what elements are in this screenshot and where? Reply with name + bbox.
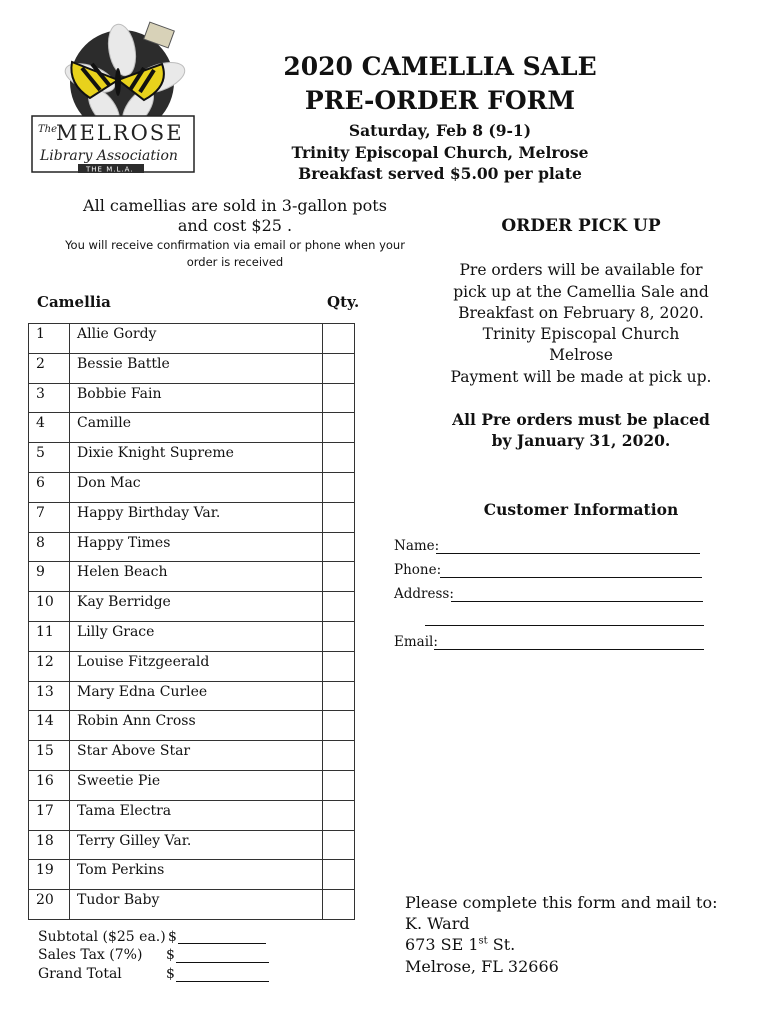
sales-tax-field[interactable] (176, 962, 269, 963)
mail-street-ordinal: st (478, 935, 488, 947)
mail-instructions: Please complete this form and mail to: (405, 893, 718, 912)
logo-subtitle-text: Library Association (40, 148, 178, 164)
table-row (29, 383, 355, 413)
event-breakfast: Breakfast served $5.00 per plate (298, 164, 582, 183)
table-row (29, 502, 355, 532)
page-title-line2: PRE-ORDER FORM (304, 86, 576, 115)
table-row (29, 800, 355, 830)
row-number: 15 (29, 741, 70, 771)
camellia-name: Don Mac (70, 472, 323, 502)
deadline-line1: All Pre orders must be placed (452, 410, 710, 429)
event-venue: Trinity Episcopal Church, Melrose (291, 143, 589, 162)
row-number: 4 (29, 413, 70, 443)
table-row (29, 860, 355, 890)
camellia-name: Robin Ann Cross (70, 711, 323, 741)
grand-total-currency: $ (166, 966, 175, 982)
qty-input-cell[interactable] (323, 800, 355, 830)
sales-tax-label: Sales Tax (7%) (38, 947, 143, 963)
mail-recipient: K. Ward (405, 914, 470, 933)
qty-input-cell[interactable] (323, 621, 355, 651)
row-number: 2 (29, 353, 70, 383)
address-field-line1[interactable] (451, 601, 703, 602)
pickup-line3: Breakfast on February 8, 2020. (458, 304, 704, 322)
table-row (29, 353, 355, 383)
name-field[interactable] (436, 553, 700, 554)
camellia-name: Louise Fitzgeerald (70, 651, 323, 681)
intro-line1: All camellias are sold in 3-gallon pots (83, 196, 387, 215)
table-row (29, 472, 355, 502)
row-number: 14 (29, 711, 70, 741)
row-number: 8 (29, 532, 70, 562)
qty-input-cell[interactable] (323, 472, 355, 502)
email-label: Email: (394, 634, 438, 650)
row-number: 10 (29, 592, 70, 622)
qty-input-cell[interactable] (323, 592, 355, 622)
row-number: 3 (29, 383, 70, 413)
qty-input-cell[interactable] (323, 890, 355, 920)
camellia-name: Helen Beach (70, 562, 323, 592)
butterfly-flower-logo-graphic (30, 20, 202, 188)
pickup-line5: Melrose (549, 346, 613, 364)
table-row (29, 890, 355, 920)
camellia-name: Happy Birthday Var. (70, 502, 323, 532)
pickup-line1: Pre orders will be available for (459, 261, 703, 279)
qty-input-cell[interactable] (323, 770, 355, 800)
row-number: 7 (29, 502, 70, 532)
row-number: 17 (29, 800, 70, 830)
subtotal-field[interactable] (178, 943, 266, 944)
camellia-name: Tudor Baby (70, 890, 323, 920)
table-row (29, 741, 355, 771)
pickup-line4: Trinity Episcopal Church (482, 325, 680, 343)
row-number: 18 (29, 830, 70, 860)
logo-the-text: The (38, 124, 58, 135)
sales-tax-currency: $ (166, 947, 175, 963)
logo-name-text: MELROSE (56, 121, 184, 145)
melrose-library-association-logo (30, 20, 202, 188)
camellia-name: Camille (70, 413, 323, 443)
qty-input-cell[interactable] (323, 383, 355, 413)
address-label: Address: (394, 586, 454, 602)
table-row (29, 532, 355, 562)
row-number: 6 (29, 472, 70, 502)
pickup-line2: pick up at the Camellia Sale and (453, 283, 709, 301)
qty-input-cell[interactable] (323, 651, 355, 681)
row-number: 13 (29, 681, 70, 711)
deadline-line2: by January 31, 2020. (491, 431, 671, 450)
camellia-name: Lilly Grace (70, 621, 323, 651)
subtotal-label: Subtotal ($25 ea.) (38, 929, 166, 945)
table-row (29, 562, 355, 592)
mail-street-suffix: St. (487, 935, 516, 954)
qty-input-cell[interactable] (323, 413, 355, 443)
qty-column-header: Qty. (327, 293, 360, 311)
camellia-name: Sweetie Pie (70, 770, 323, 800)
table-row (29, 651, 355, 681)
camellia-name: Mary Edna Curlee (70, 681, 323, 711)
camellia-name: Bessie Battle (70, 353, 323, 383)
grand-total-field[interactable] (176, 981, 269, 982)
name-label: Name: (394, 538, 440, 554)
confirmation-note-line2: order is received (186, 255, 284, 269)
camellia-name: Dixie Knight Supreme (70, 443, 323, 473)
row-number: 11 (29, 621, 70, 651)
mail-city-state-zip: Melrose, FL 32666 (405, 957, 559, 976)
camellia-column-header: Camellia (37, 293, 111, 311)
camellia-name: Tama Electra (70, 800, 323, 830)
row-number: 1 (29, 324, 70, 354)
row-number: 19 (29, 860, 70, 890)
camellia-name: Star Above Star (70, 741, 323, 771)
row-number: 20 (29, 890, 70, 920)
mail-street-number: 673 SE 1 (405, 935, 479, 954)
table-row (29, 413, 355, 443)
table-row (29, 681, 355, 711)
table-row (29, 324, 355, 354)
row-number: 12 (29, 651, 70, 681)
mail-street (405, 935, 515, 954)
email-field[interactable] (434, 649, 704, 650)
table-row (29, 830, 355, 860)
pickup-line6: Payment will be made at pick up. (450, 368, 712, 386)
qty-input-cell[interactable] (323, 443, 355, 473)
phone-label: Phone: (394, 562, 442, 578)
camellia-name: Terry Gilley Var. (70, 830, 323, 860)
row-number: 16 (29, 770, 70, 800)
camellia-name: Kay Berridge (70, 592, 323, 622)
event-date: Saturday, Feb 8 (9-1) (348, 121, 532, 140)
qty-input-cell[interactable] (323, 860, 355, 890)
camellia-order-table (28, 323, 355, 920)
confirmation-note-line1: You will receive confirmation via email or phone when your (65, 238, 405, 252)
customer-information-heading: Customer Information (483, 500, 679, 519)
row-number: 9 (29, 562, 70, 592)
qty-input-cell[interactable] (323, 681, 355, 711)
subtotal-currency: $ (168, 929, 177, 945)
qty-input-cell[interactable] (323, 532, 355, 562)
page-title-line1: 2020 CAMELLIA SALE (283, 52, 597, 81)
table-row (29, 711, 355, 741)
qty-input-cell[interactable] (323, 711, 355, 741)
phone-field[interactable] (440, 577, 702, 578)
logo-abbr-text: THE M.L.A. (86, 165, 134, 174)
grand-total-label: Grand Total (38, 966, 122, 982)
qty-input-cell[interactable] (323, 562, 355, 592)
qty-input-cell[interactable] (323, 741, 355, 771)
intro-line2: and cost $25 . (177, 216, 293, 235)
camellia-name: Happy Times (70, 532, 323, 562)
camellia-name: Bobbie Fain (70, 383, 323, 413)
table-row (29, 592, 355, 622)
row-number: 5 (29, 443, 70, 473)
table-row (29, 443, 355, 473)
table-row (29, 770, 355, 800)
qty-input-cell[interactable] (323, 502, 355, 532)
order-pickup-heading: ORDER PICK UP (501, 216, 661, 236)
address-field-line2[interactable] (425, 625, 704, 626)
qty-input-cell[interactable] (323, 353, 355, 383)
camellia-name: Allie Gordy (70, 324, 323, 354)
qty-input-cell[interactable] (323, 830, 355, 860)
table-row (29, 621, 355, 651)
camellia-name: Tom Perkins (70, 860, 323, 890)
qty-input-cell[interactable] (323, 324, 355, 354)
